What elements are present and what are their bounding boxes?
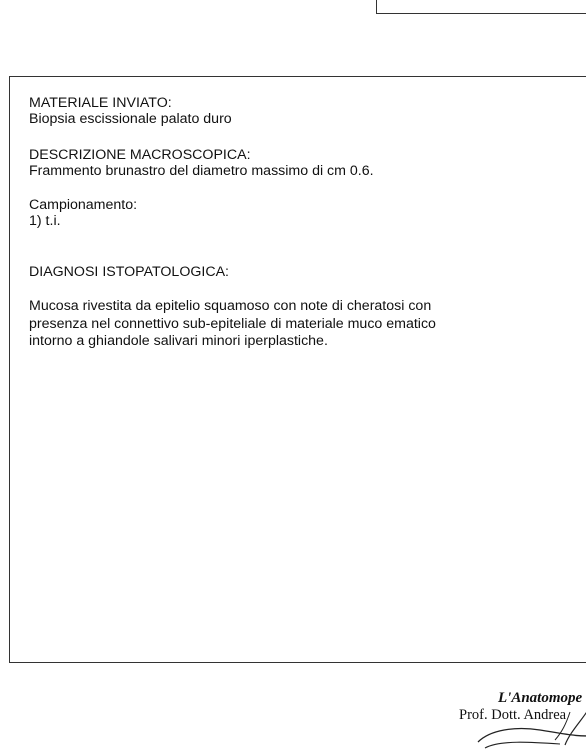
diagnosi-label: DIAGNOSI ISTOPATOLOGICA: — [29, 264, 229, 280]
campionamento-label: Campionamento: — [29, 197, 138, 213]
signature-icon — [470, 690, 586, 750]
descrizione-label: DESCRIZIONE MACROSCOPICA: — [29, 147, 251, 163]
diagnosi-text — [29, 298, 436, 351]
diagnosi-line: Mucosa rivestita da epitelio squamoso con note di cheratosi con — [29, 298, 432, 314]
footer-title: L'Anatomope — [498, 690, 583, 706]
diagnosi-line: intorno a ghiandole salivari minori iperplastiche. — [29, 333, 328, 349]
materiale-label: MATERIALE INVIATO: — [29, 95, 172, 111]
campionamento-value: 1) t.i. — [29, 213, 61, 229]
diagnosi-line: presenza nel connettivo sub-epiteliale di materiale muco ematico — [29, 315, 436, 332]
footer-name: Prof. Dott. Andrea — [459, 707, 567, 723]
materiale-value: Biopsia escissionale palato duro — [29, 111, 232, 127]
descrizione-value: Frammento brunastro del diametro massimo di cm 0.6. — [29, 163, 374, 179]
header-box — [376, 0, 586, 14]
